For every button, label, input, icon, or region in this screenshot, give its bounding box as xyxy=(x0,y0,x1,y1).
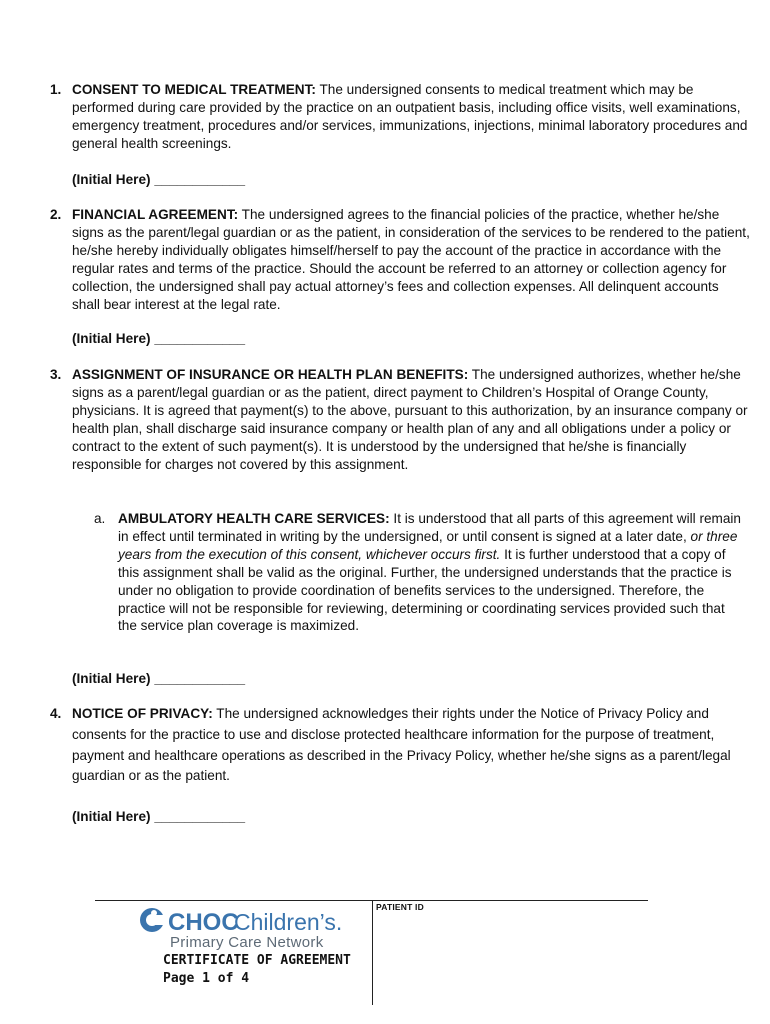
logo-childrens-text: Children’s. xyxy=(234,909,343,935)
page-number: Page 1 of 4 xyxy=(163,971,250,986)
section-text: The undersigned consents to medical treatment which may be performed during care provided by the practice on an outpatient basis, including office visits, well examinations, emergency treatment, procedures and/or services, immunizations, injections, minimal laboratory procedures and general health screenings. xyxy=(72,82,748,151)
section-body xyxy=(72,366,750,473)
initial-here-field-1[interactable]: (Initial Here) ____________ xyxy=(72,172,246,187)
section-heading: FINANCIAL AGREEMENT: xyxy=(72,207,239,222)
initial-here-field-3[interactable]: (Initial Here) ____________ xyxy=(72,671,246,686)
subsection-italic-text: or three years from the execution of this consent, whichever occurs first. xyxy=(118,528,738,562)
logo-subtitle: Primary Care Network xyxy=(170,934,324,951)
certificate-title: CERTIFICATE OF AGREEMENT xyxy=(163,953,351,968)
section-body xyxy=(72,206,750,313)
section-heading: NOTICE OF PRIVACY: xyxy=(72,706,213,721)
section-heading: ASSIGNMENT OF INSURANCE OR HEALTH PLAN BENEFITS: xyxy=(72,367,469,382)
certificate-block xyxy=(163,952,351,988)
footer-vertical-divider xyxy=(372,900,373,1005)
section-assignment-of-insurance xyxy=(50,366,750,473)
subsection-body xyxy=(118,510,744,635)
section-notice-of-privacy xyxy=(50,704,750,787)
section-number: 4. xyxy=(50,706,62,721)
initial-here-field-4[interactable]: (Initial Here) ____________ xyxy=(72,809,246,824)
subsection-letter: a. xyxy=(94,511,106,526)
subsection-text-after: It is further understood that a copy of this assignment shall be valid as the original. Further, the undersigned understands that the practice is under no obligation to provide coordination of benefits services to the undersigned. Therefore, the practice will not be responsible for reviewing, determining or coordinating services provided such that the service plan coverage is maximized. xyxy=(118,546,732,634)
initial-here-field-2[interactable]: (Initial Here) ____________ xyxy=(72,331,246,346)
subsection-ambulatory-health-care xyxy=(94,510,744,635)
section-text: The undersigned acknowledges their rights under the Notice of Privacy Policy and consents for the practice to use and disclose protected healthcare information for the purpose of treatment, payment and healthcare operations as described in the Privacy Policy, whether he/she signs as a parent/legal guardian or as the patient. xyxy=(72,706,731,784)
patient-id-label: PATIENT ID xyxy=(376,902,424,912)
subsection-heading: AMBULATORY HEALTH CARE SERVICES: xyxy=(118,511,390,526)
choc-heart-icon xyxy=(140,908,164,932)
section-number: 1. xyxy=(50,82,62,97)
section-body xyxy=(72,704,750,787)
section-text: The undersigned authorizes, whether he/she signs as a parent/legal guardian or as the patient, direct payment to Children’s Hospital of Orange County, physicians. It is agreed that payment(s) to the above, pursuant to this authorization, by an insurance company or health plan, shall discharge said insurance company or health plan of any and all obligations under a policy or contract to the extent of such payment(s). It is understood by the undersigned that he/she is financially responsible for charges not covered by this assignment. xyxy=(72,367,748,472)
subsection-text-before: It is understood that all parts of this agreement will remain in effect until terminated in writing by the undersigned, or until consent is signed at a later date, xyxy=(118,511,741,544)
section-heading: CONSENT TO MEDICAL TREATMENT: xyxy=(72,82,316,97)
section-number: 3. xyxy=(50,367,62,382)
section-body xyxy=(72,81,750,153)
section-text: The undersigned agrees to the financial policies of the practice, whether he/she signs as the parent/legal guardian or as the patient, in consideration of the services to be rendered to the patient, he/she hereby individually obligates himself/herself to pay the account of the practice in accordance with the regular rates and terms of the practice. Should the account be referred to an attorney or collection agency for collection, the undersigned shall pay actual attorney’s fees and collection expenses. All delinquent accounts shall bear interest at the legal rate. xyxy=(72,207,750,312)
logo-choc-text: CHOC xyxy=(168,909,239,936)
section-number: 2. xyxy=(50,207,62,222)
section-consent-medical-treatment xyxy=(50,81,750,153)
section-financial-agreement xyxy=(50,206,750,313)
